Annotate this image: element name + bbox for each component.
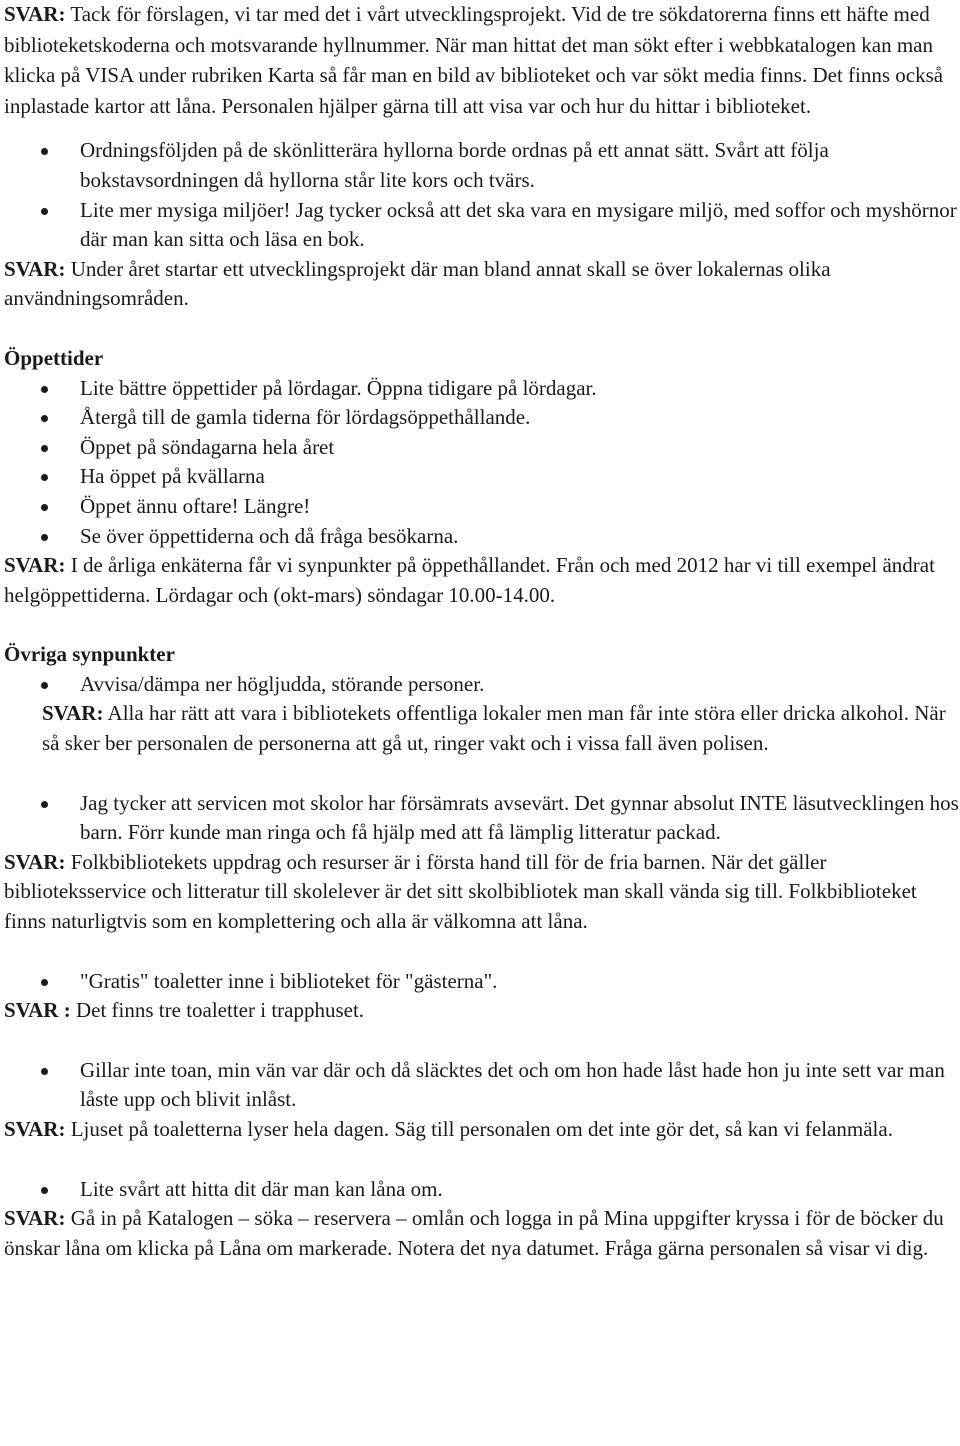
svar-label: SVAR: <box>4 256 66 281</box>
bullet-list-ovriga-3 <box>4 967 960 997</box>
list-item: Gillar inte toan, min vän var där och då släcktes det och om hon hade låst hade hon ju inte sett var man låste upp och blivit inlåst. <box>4 1056 960 1115</box>
bullet-list-oppettider <box>4 374 960 552</box>
answer-text: I de årliga enkäterna får vi synpunkter på öppethållandet. Från och med 2012 har vi till exempel ändrat helgöppettiderna. Lördagar och (okt-mars) söndagar 10.00-14.00. <box>4 553 935 607</box>
bullet-list-shelving <box>4 136 960 254</box>
bullet-list-ovriga-1 <box>4 670 960 700</box>
answer-ovriga-3 <box>4 996 960 1026</box>
answer-text: Gå in på Katalogen – söka – reservera – omlån och logga in på Mina uppgifter kryssa i för de böcker du önskar låna om klicka på Låna om markerade. Notera det nya datumet. Fråga gärna personalen så visar vi dig. <box>4 1206 944 1260</box>
answer-text: Under året startar ett utvecklingsprojekt där man bland annat skall se över lokalernas olika användningsområden. <box>4 256 831 311</box>
answer-text: Folkbibliotekets uppdrag och resurser är i första hand till för de fria barnen. När det gäller biblioteksservice och litteratur till skolelever är det sitt skolbibliotek man skall vända sig till. Folkbiblioteket finns naturligtvis som en komplettering och alla är välkomna att låna. <box>4 849 917 934</box>
section-heading-oppettider: Öppettider <box>4 345 104 370</box>
list-item: Avvisa/dämpa ner högljudda, störande personer. <box>4 670 960 700</box>
answer-text: Det finns tre toaletter i trapphuset. <box>70 998 365 1023</box>
list-item: Ha öppet på kvällarna <box>4 462 960 492</box>
svar-label: SVAR: <box>4 2 66 26</box>
list-item: Lite mer mysiga miljöer! Jag tycker också att det ska vara en mysigare miljö, med soffor och myshörnor där man kan sitta och läsa en bok. <box>4 196 960 255</box>
intro-answer-text-1: Tack för förslagen, vi tar med det i vårt utvecklingsprojekt. Vid de tre sökdatorerna finns ett häfte med bibliotekets <box>4 2 930 57</box>
svar-label: SVAR: <box>4 553 66 578</box>
svar-label: SVAR: <box>42 701 104 726</box>
list-item: Jag tycker att servicen mot skolor har försämrats avsevärt. Det gynnar absolut INTE läsutvecklingen hos barn. Förr kunde man ringa och få hjälp med att få lämplig litteratur packad. <box>4 789 960 848</box>
bullet-list-ovriga-2 <box>4 789 960 848</box>
answer-ovriga-2 <box>4 848 960 937</box>
intro-answer-text-2: koderna och motsvarande hyllnummer. När man hittat det man sökt efter i webbkatalogen kan man klicka på VISA under rubriken Karta så får man en bild av biblioteket och var sökt media finns. Det finns också inplastade kartor att låna. Personalen hjälper gärna till att visa var och hur du hittar i biblioteket. <box>4 32 944 118</box>
list-item: Återgå till de gamla tiderna för lördagsöppethållande. <box>4 403 960 433</box>
svar-label: SVAR : <box>4 998 71 1023</box>
answer-ovriga-5 <box>4 1204 960 1263</box>
list-item: Se över öppettiderna och då fråga besökarna. <box>4 522 960 552</box>
list-item: Öppet ännu oftare! Längre! <box>4 492 960 522</box>
svar-label: SVAR: <box>4 1206 66 1231</box>
intro-answer <box>4 0 960 122</box>
svar-label: SVAR: <box>4 849 66 874</box>
list-item: Lite bättre öppettider på lördagar. Öppna tidigare på lördagar. <box>4 374 960 404</box>
answer-text: Ljuset på toaletterna lyser hela dagen. Säg till personalen om det inte gör det, så kan vi felanmäla. <box>65 1117 893 1141</box>
bullet-list-ovriga-5 <box>4 1175 960 1205</box>
answer-ovriga-1 <box>4 699 960 758</box>
list-item: Öppet på söndagarna hela året <box>4 433 960 463</box>
section-heading-ovriga: Övriga synpunkter <box>4 642 175 667</box>
svar-label: SVAR: <box>4 1117 66 1141</box>
answer-oppettider <box>4 551 960 610</box>
answer-ovriga-4 <box>4 1115 960 1145</box>
list-item: Lite svårt att hitta dit där man kan låna om. <box>4 1175 960 1205</box>
bullet-list-ovriga-4 <box>4 1056 960 1115</box>
answer-text: Alla har rätt att vara i bibliotekets offentliga lokaler men man får inte störa eller dricka alkohol. När så sker ber personalen de personerna att gå ut, ringer vakt och i vissa fall även polisen. <box>42 701 946 756</box>
list-item: "Gratis" toaletter inne i biblioteket för "gästerna". <box>4 967 960 997</box>
answer-premises <box>4 255 960 314</box>
list-item: Ordningsföljden på de skönlitterära hyllorna borde ordnas på ett annat sätt. Svårt att följa bokstavsordningen då hyllorna står lite kors och tvärs. <box>4 136 960 195</box>
